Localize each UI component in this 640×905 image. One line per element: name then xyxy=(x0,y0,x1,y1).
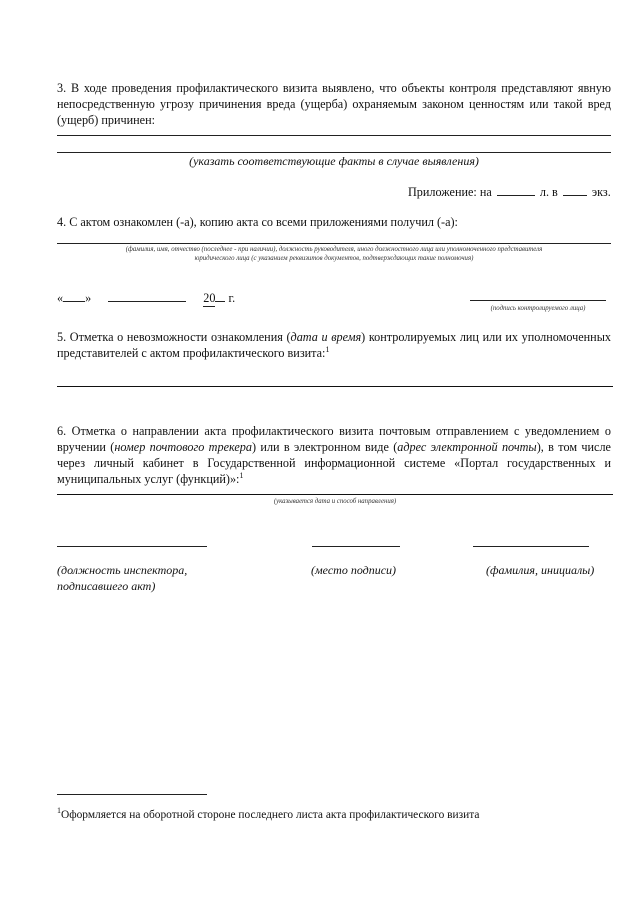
signature-place-caption: (место подписи) xyxy=(311,563,397,577)
year-suffix: г. xyxy=(228,291,236,305)
signature-note: (подпись контролируемого лица) xyxy=(490,305,586,312)
section-6-text-part2: ) или в электронном виде ( xyxy=(251,440,398,454)
footnote-separator xyxy=(57,794,207,795)
inspector-name-line xyxy=(473,546,589,547)
section-6-text-italic1: номер почтового трекера xyxy=(114,440,252,454)
section-5-text-part2: ) контролируемых лиц или их уполномоченных представителей с актом профилактического визита: xyxy=(57,330,611,360)
section-3-text: 3. В ходе проведения профилактического визита выявлено, что объекты контроля представляют явную непосредственную угрозу причинения вреда (ущерба) охраняемым законом ценностям или такой вред (ущерб) причинен: xyxy=(57,81,611,127)
section-5-text xyxy=(57,329,611,361)
footnote-ref: 1 xyxy=(239,470,244,480)
inspector-position-caption xyxy=(57,562,257,594)
day-blank xyxy=(63,301,85,302)
inspector-position-line xyxy=(57,546,207,547)
footnote-ref: 1 xyxy=(325,344,330,354)
inspector-position-caption-line1: (должность инспектора, xyxy=(57,563,188,577)
section-6-note: (указывается дата и способ направления) xyxy=(273,498,397,505)
section-6-text-part1: 6. Отметка о направлении акта профилактического визита почтовым отправлением с уведомлением о вручении ( xyxy=(57,424,611,454)
footnote xyxy=(57,808,617,823)
attachment-prefix: Приложение: на xyxy=(408,185,492,199)
month-blank xyxy=(108,301,186,302)
signature-line xyxy=(470,300,606,301)
section-5-text-part1: 5. Отметка о невозможности ознакомления ( xyxy=(57,330,291,344)
fill-line xyxy=(57,386,613,387)
inspector-name-caption: (фамилия, инициалы) xyxy=(486,563,595,577)
section-6-text-italic2: адрес электронной почты xyxy=(397,440,537,454)
date-field xyxy=(57,290,277,307)
attachment-line xyxy=(408,184,618,200)
section-3-caption: (указать соответствующие факты в случае выявления) xyxy=(189,154,479,168)
fill-line xyxy=(57,243,611,244)
pages-blank xyxy=(497,195,535,196)
section-4-note xyxy=(57,245,611,263)
date-open-quote: « xyxy=(57,291,64,305)
footnote-text: Оформляется на оборотной стороне последнего листа акта профилактического визита xyxy=(61,809,480,821)
date-close-quote: » xyxy=(85,291,92,305)
fill-line xyxy=(57,152,611,153)
signature-place-line xyxy=(312,546,400,547)
footnote-mark: 1 xyxy=(57,806,61,816)
copies-blank xyxy=(563,195,587,196)
section-4-note-line1: (фамилия, имя, отчество (последнее - при наличии), должность руководителя, иного должностного лица или уполномоченного представителя xyxy=(125,246,543,253)
year-prefix: 20 xyxy=(203,291,216,305)
attachment-pages-unit: л. в xyxy=(539,185,558,199)
attachment-copies-unit: экз. xyxy=(591,185,611,199)
section-6-text-part3: ), в том числе через личный кабинет в Государственной информационной системе «Портал государственных и муниципальных услуг (функций)»: xyxy=(57,440,611,486)
year-blank xyxy=(215,301,225,302)
inspector-position-caption-line2: подписавшего акт) xyxy=(57,579,156,593)
section-6-text xyxy=(57,423,611,487)
section-4-note-line2: юридического лица (с указанием реквизитов документов, подтверждающих такие полномочия) xyxy=(194,255,474,262)
section-4-text: 4. С актом ознакомлен (-а), копию акта со всеми приложениями получил (-а): xyxy=(57,215,458,229)
fill-line xyxy=(57,494,613,495)
fill-line xyxy=(57,135,611,136)
section-5-text-italic: дата и время xyxy=(290,330,362,344)
